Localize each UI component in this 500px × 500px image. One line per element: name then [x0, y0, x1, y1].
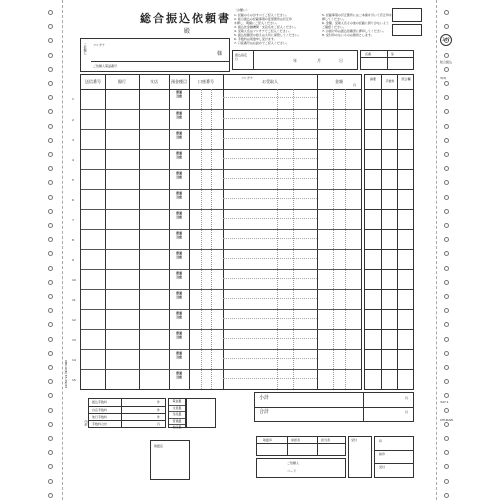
note-line: ご確認ください。: [322, 25, 347, 29]
receipt-box: [348, 436, 372, 478]
tractor-hole: [444, 95, 449, 100]
kana-divider: [223, 318, 317, 319]
tractor-hole: [48, 393, 53, 398]
deposit-option: 普通: [175, 331, 182, 335]
note-line: 3. 振込先金融機関・支店名をご記入ください。: [234, 25, 298, 29]
tractor-hole: [48, 308, 53, 313]
deposit-option: 当座: [175, 315, 182, 319]
row-number: 1: [72, 97, 74, 101]
side-row-line: [365, 309, 413, 310]
tractor-hole: [444, 393, 449, 398]
table-row: [72, 169, 361, 190]
row-number: 13: [72, 338, 76, 342]
table-row: [72, 269, 361, 290]
deposit-option: 普通: [175, 231, 182, 235]
tractor-hole: [444, 67, 449, 72]
deposit-option: 当座: [175, 295, 182, 299]
month-label: 月: [317, 58, 321, 63]
deposit-type-cell[interactable]: [170, 151, 188, 159]
subtotal-yen: 円: [405, 396, 409, 400]
designated-date-label: 振込指定日: [235, 53, 248, 61]
deposit-type-cell[interactable]: [170, 131, 188, 139]
side-row-line: [365, 109, 413, 110]
small-label: 当座扱: [169, 411, 185, 418]
tractor-hole: [444, 379, 449, 384]
header-branch: 支店: [150, 79, 158, 84]
requester-label: ご依頼人: [287, 461, 300, 465]
tractor-hole: [444, 195, 449, 200]
form-title: 総合振込依頼書: [140, 12, 231, 25]
row-number: 7: [72, 218, 74, 222]
customer-label: ご依頼人: [83, 43, 87, 55]
left-margin-code: OBC-K(B) TA 09/20: [64, 360, 68, 389]
tractor-hole: [444, 237, 449, 242]
deposit-type-cell[interactable]: [170, 351, 188, 359]
side-divider: [397, 75, 398, 389]
note-line: 8. 受付印のないものは無効とします。: [322, 33, 374, 37]
deposit-option: 普通: [175, 211, 182, 215]
deposit-option: 当座: [175, 335, 182, 339]
table-row: [72, 329, 361, 350]
right-stamp-divider: [375, 450, 413, 451]
header-remarks: 摘要: [369, 77, 376, 81]
fee-summary-label: 自店手数料: [92, 408, 108, 412]
deposit-type-cell[interactable]: [170, 111, 188, 119]
deposit-option: 当座: [175, 94, 182, 98]
deposit-option: 当座: [175, 275, 182, 279]
tractor-hole: [444, 450, 449, 455]
deposit-option: 普通: [175, 291, 182, 295]
tractor-hole: [444, 436, 449, 441]
subtotal-total-box: [254, 392, 414, 422]
note-line: 4. 受取人名はフリガナでご記入ください。: [234, 29, 292, 33]
table-row: [72, 349, 361, 370]
right-stamp-label: 印: [379, 439, 383, 443]
notes-stamp-box: [392, 8, 422, 22]
row-number: 5: [72, 178, 74, 182]
fee-summary-unit: 件: [157, 400, 161, 404]
side-divider: [381, 75, 382, 389]
tractor-hole: [444, 351, 449, 356]
small-label: 普通扱: [169, 418, 185, 425]
deposit-option: 普通: [175, 131, 182, 135]
tractor-hole: [444, 53, 449, 58]
kana-divider: [223, 218, 317, 219]
side-row-line: [365, 229, 413, 230]
deposit-option: 普通: [175, 90, 182, 94]
tractor-hole: [444, 337, 449, 342]
side-header-divider: [365, 89, 413, 90]
tractor-hole: [444, 308, 449, 313]
header-ref: 送信番号: [85, 79, 101, 84]
tractor-hole: [444, 109, 449, 114]
tractor-hole: [48, 464, 53, 469]
note-line: 2. 総合振込の記載事項の変更箇所は訂正印: [234, 17, 292, 21]
deposit-option: 当座: [175, 355, 182, 359]
deposit-type-cell[interactable]: [170, 171, 188, 179]
deposit-option: 当座: [175, 175, 182, 179]
deposit-option: 当座: [175, 215, 182, 219]
table-row: [72, 109, 361, 130]
deposit-option: 当座: [175, 155, 182, 159]
deposit-option: 当座: [175, 135, 182, 139]
breakdown-label: 内訳: [84, 420, 88, 426]
header-account-no: 口座番号: [198, 79, 214, 84]
tractor-hole: [444, 124, 449, 129]
kana-divider: [223, 158, 317, 159]
note-line: 1. 記載のものがすべてご記入ください。: [234, 13, 289, 17]
tractor-hole: [444, 81, 449, 86]
notes-header: 〈お願い〉: [234, 8, 250, 12]
fee-summary-box: [88, 398, 166, 428]
table-row: [72, 309, 361, 330]
fee-summary-divider: [121, 399, 122, 427]
note-line: 押してください。: [322, 17, 347, 21]
tractor-hole: [48, 379, 53, 384]
day-label: 日: [339, 58, 343, 63]
manager-label-bottom: 担当者: [321, 438, 331, 442]
maker-label: CHUKAN: [440, 418, 453, 422]
notes-block: [232, 8, 402, 52]
tractor-hole: [444, 280, 449, 285]
tractor-hole: [48, 138, 53, 143]
row-number: 14: [72, 358, 76, 362]
notes-left: [234, 13, 320, 45]
tractor-hole: [48, 251, 53, 256]
header-amount: 金額: [335, 79, 343, 84]
table-row: [72, 209, 361, 230]
deposit-option: 普通: [175, 171, 182, 175]
tractor-hole: [48, 408, 53, 413]
side-row-line: [365, 169, 413, 170]
small-value-column: [186, 398, 216, 428]
fee-summary-unit: 円: [157, 422, 161, 426]
table-row: [72, 189, 361, 210]
requester-code-box: [256, 458, 346, 478]
notes-right: [322, 13, 402, 37]
tractor-hole: [48, 450, 53, 455]
fee-summary-row: [89, 420, 165, 428]
fee-summary-unit: 件: [157, 408, 161, 412]
table-row: [72, 249, 361, 270]
code-label: コード: [287, 469, 297, 473]
fee-summary-label: 振込手数料: [92, 400, 108, 404]
customer-phone-label: ご依頼人電話番号: [93, 64, 118, 68]
tractor-hole: [48, 180, 53, 185]
side-row-line: [365, 349, 413, 350]
deposit-type-cell[interactable]: [170, 271, 188, 279]
tractor-hole: [444, 209, 449, 214]
right-perforation: [436, 0, 437, 500]
note-line: 6. 手数料は別途申し受けます。: [234, 37, 277, 41]
tractor-hole: [444, 180, 449, 185]
kana-divider: [223, 97, 317, 98]
row-number: 11: [72, 298, 76, 302]
row-number: 3: [72, 138, 74, 142]
deposit-type-cell[interactable]: [170, 331, 188, 339]
total-label: 合計: [259, 409, 270, 415]
header-fee: 手数料: [385, 79, 395, 83]
deposit-option: 当座: [175, 195, 182, 199]
table-row: [72, 89, 361, 109]
header-payee-kana: フリガナ: [241, 76, 253, 80]
form-number-badge: 347: [440, 34, 452, 46]
sama-label: 様: [217, 51, 223, 57]
right-stamp-column: [374, 436, 414, 478]
tractor-hole: [48, 166, 53, 171]
fee-summary-row: [89, 399, 165, 406]
note-line: 5. 記載事項の訂正箇所には二本線を引いて訂正印を: [322, 13, 392, 17]
note-line: 5. 振込依頼書の控えは大切に保管してください。: [234, 33, 301, 37]
branch-code-box: [360, 50, 414, 70]
tractor-hole: [48, 422, 53, 427]
side-row-line: [365, 369, 413, 370]
kana-divider: [223, 118, 317, 119]
customer-box: [80, 38, 230, 72]
side-row-line: [365, 149, 413, 150]
deposit-option: 普通: [175, 271, 182, 275]
header-account-type: 預金種目: [171, 79, 187, 84]
row-number: 2: [72, 118, 74, 122]
deposit-type-cell[interactable]: [170, 291, 188, 299]
note-line: 7. 口座番号は右詰めでご記入ください。: [234, 41, 289, 45]
header-bank: 銀行: [118, 79, 126, 84]
tractor-hole: [444, 365, 449, 370]
tractor-hole: [444, 479, 449, 484]
deposit-option: 普通: [175, 351, 182, 355]
subtotal-label: 小計: [259, 395, 270, 401]
tractor-hole: [48, 493, 53, 498]
note-line: 6. 金額、受取人名その他の記載に誤りがないよう: [322, 21, 389, 25]
fee-summary-label: 手数料合計: [92, 422, 108, 426]
side-row-line: [365, 209, 413, 210]
branch-stamp-box: [150, 440, 190, 480]
kana-divider: [223, 278, 317, 279]
table-row: [72, 289, 361, 310]
right-stamp-label: 検印: [379, 452, 386, 456]
deposit-option: 当座: [175, 235, 182, 239]
sheet-count-label: 取扱印: [263, 438, 273, 442]
tractor-hole: [48, 479, 53, 484]
tractor-hole: [444, 322, 449, 327]
receipt-label: 受付: [351, 438, 358, 442]
table-row: [72, 129, 361, 150]
right-stamp-label: 受付: [379, 465, 386, 469]
tractor-hole: [48, 67, 53, 72]
approver-label: 承認者: [291, 438, 301, 442]
tractor-hole: [48, 294, 53, 299]
deposit-type-cell[interactable]: [170, 231, 188, 239]
header-payee: お受取人: [262, 79, 278, 84]
row-number: 8: [72, 238, 74, 242]
tractor-hole: [444, 24, 449, 29]
note-line: を押し、明確にご記入ください。: [234, 21, 280, 25]
left-perforation: [62, 0, 63, 500]
tractor-hole: [48, 337, 53, 342]
tractor-hole: [444, 223, 449, 228]
tractor-hole: [444, 251, 449, 256]
furigana-label: フリガナ: [93, 43, 105, 47]
deposit-option: 当座: [175, 115, 182, 119]
side-row-line: [365, 189, 413, 190]
year-label: 年: [293, 58, 297, 63]
side-columns: [364, 74, 414, 390]
deposit-type-cell[interactable]: [170, 90, 188, 98]
small-label: 他店扱: [169, 424, 185, 431]
kana-divider: [223, 178, 317, 179]
notes-stamp-box-2: [392, 24, 422, 36]
deposit-option: 当座: [175, 255, 182, 259]
transfer-table: [72, 74, 362, 390]
deposit-option: 普通: [175, 111, 182, 115]
deposit-option: 普通: [175, 191, 182, 195]
tractor-hole: [48, 365, 53, 370]
side-row-line: [365, 269, 413, 270]
kana-divider: [223, 358, 317, 359]
kana-divider: [223, 378, 317, 379]
tractor-hole: [48, 95, 53, 100]
tractor-hole: [48, 223, 53, 228]
tractor-hole: [444, 152, 449, 157]
tractor-hole: [48, 124, 53, 129]
row-number: 9: [72, 258, 74, 262]
tractor-hole: [48, 152, 53, 157]
deposit-type-cell[interactable]: [170, 211, 188, 219]
deposit-option: 普通: [175, 151, 182, 155]
tractor-hole: [48, 209, 53, 214]
tractor-hole: [48, 38, 53, 43]
side-row-line: [365, 129, 413, 130]
kana-divider: [223, 298, 317, 299]
branch-code-label: 店番: [365, 52, 372, 56]
tractor-hole: [444, 138, 449, 143]
row-number: 10: [72, 278, 76, 282]
tractor-hole: [48, 109, 53, 114]
header-check: 照合欄: [401, 77, 411, 81]
tractor-hole: [48, 322, 53, 327]
side-row-line: [365, 249, 413, 250]
right-stamp-divider: [375, 463, 413, 464]
tractor-hole: [48, 195, 53, 200]
tractor-hole: [444, 408, 449, 413]
tractor-hole: [444, 166, 449, 171]
tractor-hole: [444, 464, 449, 469]
note-line: 7. お届け印は振込依頼書に押印してください。: [322, 29, 386, 33]
tractor-hole: [444, 493, 449, 498]
tractor-hole: [48, 10, 53, 15]
tractor-hole: [48, 436, 53, 441]
branch-stamp-label: 取扱店: [154, 444, 164, 448]
table-row: [72, 229, 361, 250]
tractor-hole: [444, 266, 449, 271]
tractor-hole: [444, 10, 449, 15]
addressee-suffix: 殿: [184, 28, 191, 35]
tractor-hole: [48, 351, 53, 356]
side-row-line: [365, 329, 413, 330]
kana-divider: [223, 258, 317, 259]
row-number: 4: [72, 158, 74, 162]
deposit-option: 普通: [175, 251, 182, 255]
table-row: [72, 369, 361, 390]
deposit-type-cell[interactable]: [170, 251, 188, 259]
approval-box: [256, 436, 346, 456]
tractor-hole: [48, 280, 53, 285]
small-label-column: [168, 398, 186, 428]
small-label: 文書扱: [169, 405, 185, 412]
tractor-hole: [444, 422, 449, 427]
tractor-hole: [444, 294, 449, 299]
deposit-type-cell[interactable]: [170, 191, 188, 199]
designated-date-box: [232, 50, 358, 70]
right-margin-code: 347-1: [440, 400, 449, 404]
tractor-hole: [48, 237, 53, 242]
small-label: 電信扱: [172, 399, 182, 403]
deposit-type-cell[interactable]: [170, 311, 188, 319]
kana-divider: [223, 198, 317, 199]
tractor-hole: [48, 81, 53, 86]
manager-label: 係: [391, 52, 395, 56]
fee-summary-label: 他行手数料: [92, 415, 108, 419]
tractor-hole: [48, 53, 53, 58]
row-number: 6: [72, 198, 74, 202]
sheet-number: 3(3): [440, 76, 447, 80]
tractor-hole: [48, 24, 53, 29]
table-row: [72, 149, 361, 170]
row-number: 15: [72, 378, 76, 382]
general-transfer-label: 総合振込: [440, 60, 453, 64]
deposit-type-cell[interactable]: [170, 371, 188, 379]
kana-divider: [223, 238, 317, 239]
tractor-hole: [48, 266, 53, 271]
deposit-option: 当座: [175, 375, 182, 379]
fee-summary-unit: 件: [157, 415, 161, 419]
kana-divider: [223, 338, 317, 339]
total-yen: 円: [405, 410, 409, 414]
row-number: 12: [72, 318, 76, 322]
side-row-line: [365, 289, 413, 290]
header-yen: 円: [353, 83, 357, 87]
kana-divider: [223, 138, 317, 139]
deposit-option: 普通: [175, 311, 182, 315]
deposit-option: 普通: [175, 371, 182, 375]
